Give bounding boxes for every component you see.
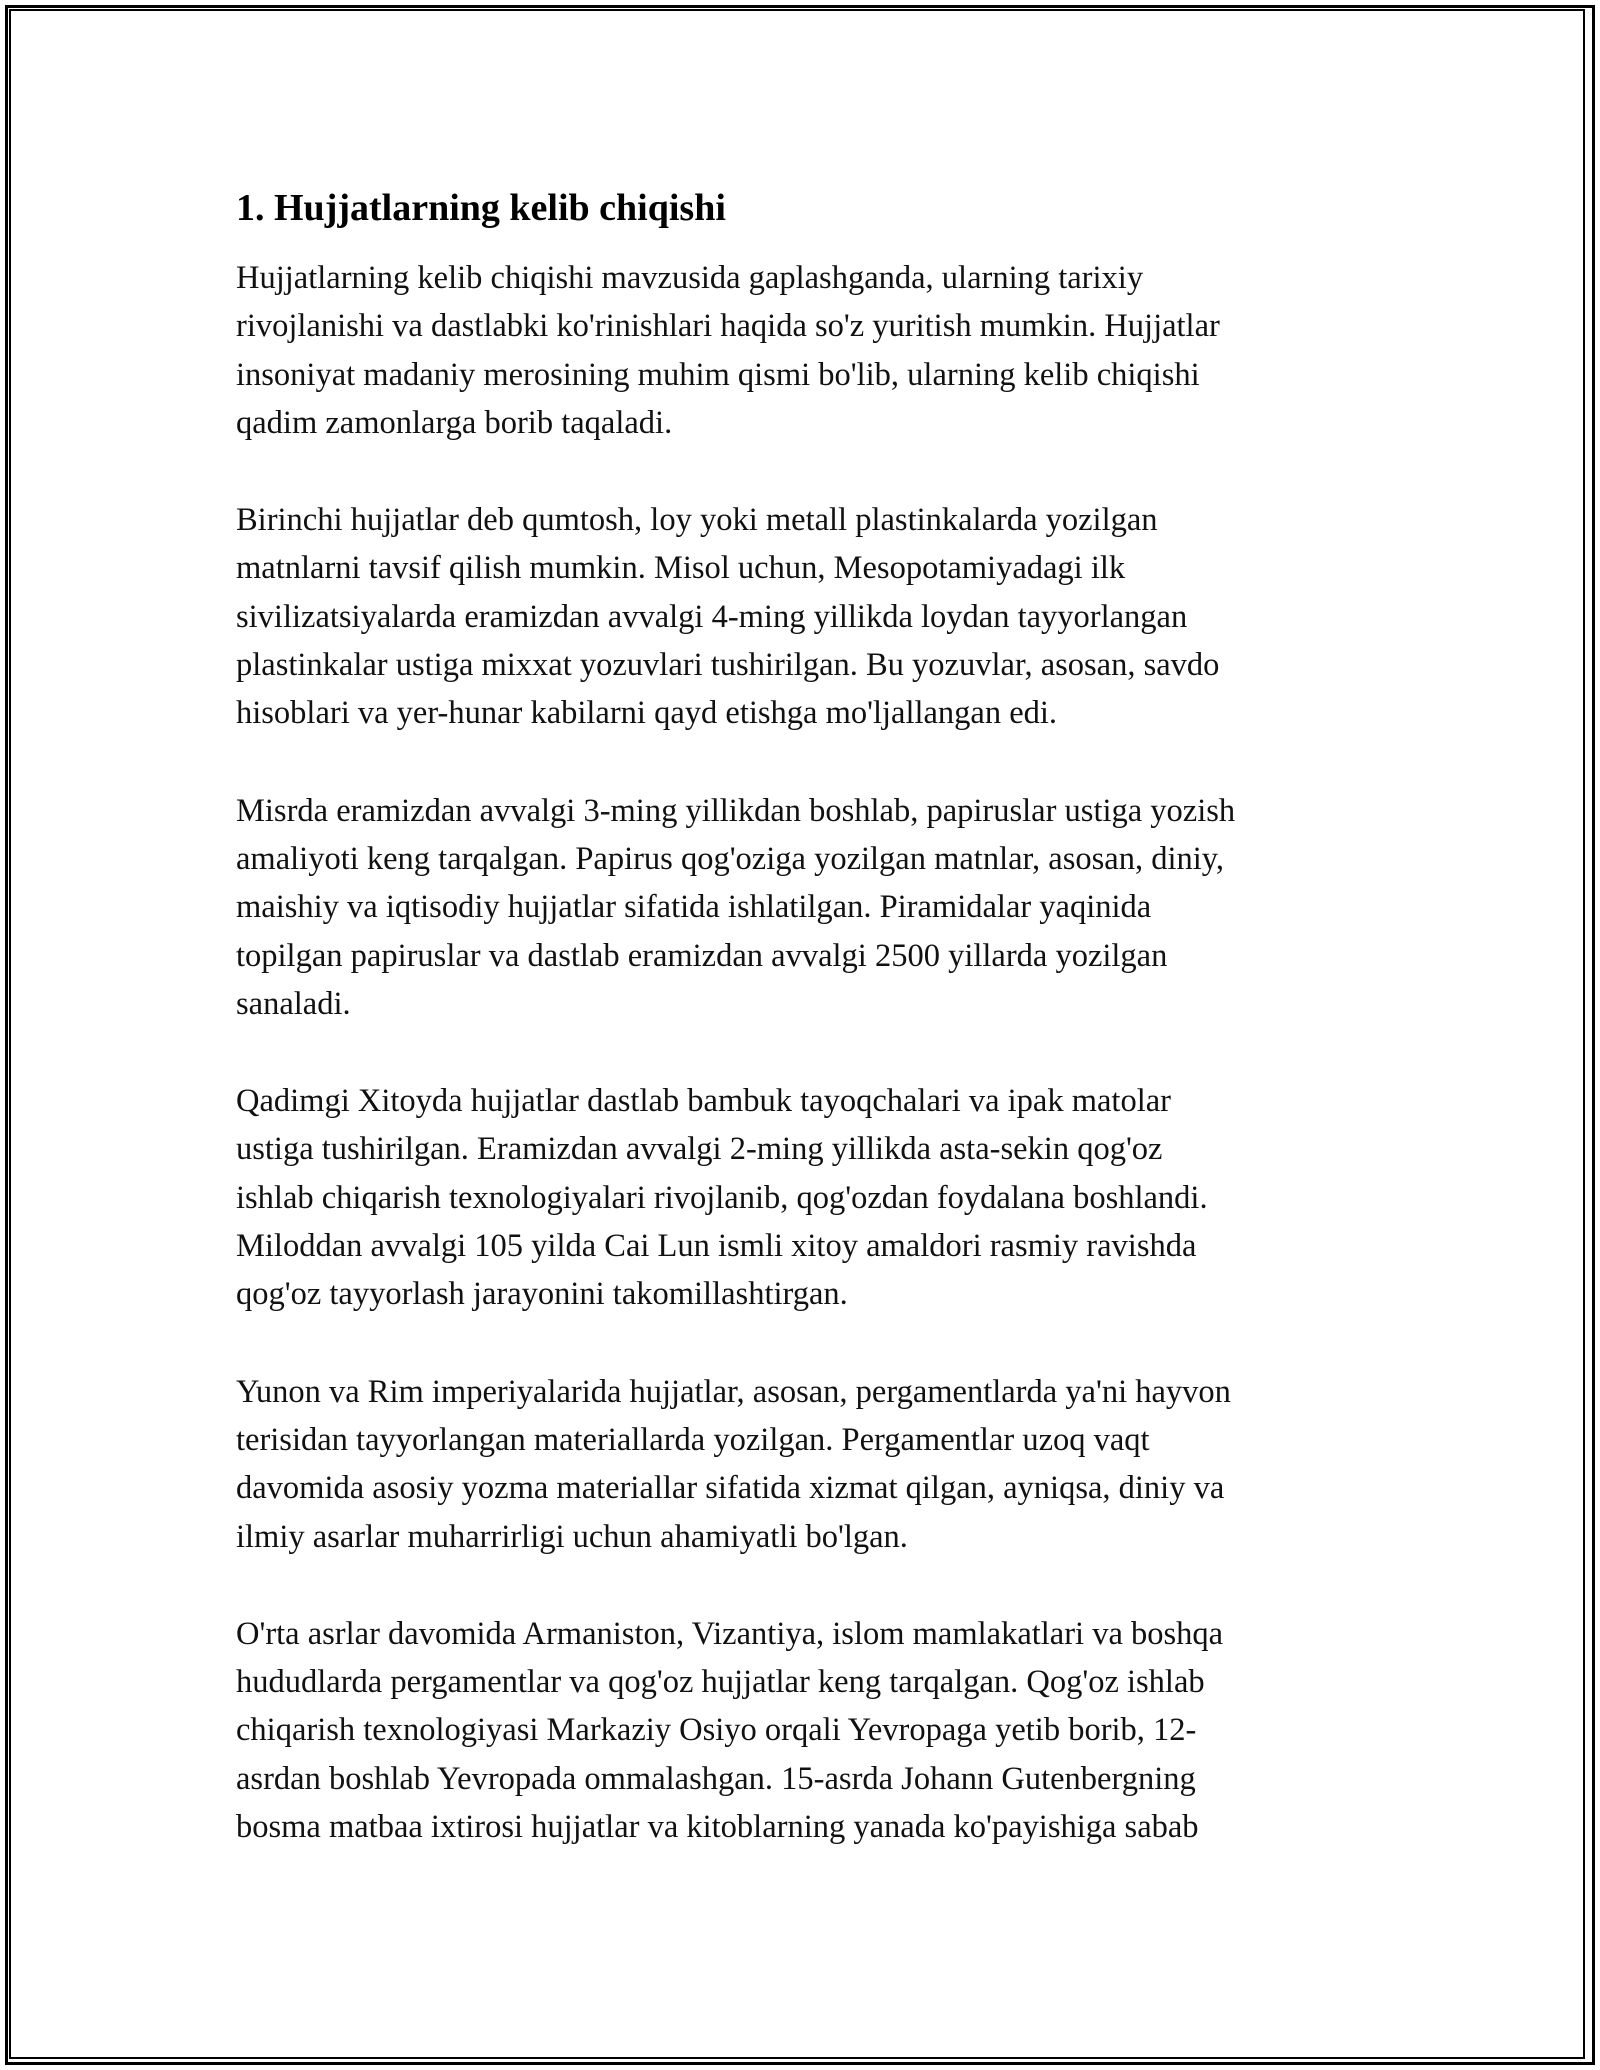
text-line: qadim zamonlarga borib taqaladi. [236,404,673,441]
text-line: hududlarda pergamentlar va qog'oz hujjatlar keng tarqalgan. Qog'oz ishlab [236,1664,1205,1701]
text-line: ishlab chiqarish texnologiyalari rivojlanib, qog'ozdan foydalana boshlandi. [236,1179,1208,1216]
text-line: sivilizatsiyalarda eramizdan avvalgi 4-ming yillikda loydan tayyorlangan [236,598,1188,635]
text-line: asrdan boshlab Yevropada ommalashgan. 15-asrda Johann Gutenbergning [236,1760,1196,1797]
text-line: maishiy va iqtisodiy hujjatlar sifatida ishlatilgan. Piramidalar yaqinida [236,889,1152,926]
paragraph-6 [236,1610,1376,1851]
text-line: terisidan tayyorlangan materiallarda yozilgan. Pergamentlar uzoq vaqt [236,1421,1150,1458]
text-line: davomida asosiy yozma materiallar sifatida xizmat qilgan, ayniqsa, diniy va [236,1470,1225,1507]
section-title: 1. Hujjatlarning kelib chiqishi [236,187,726,229]
text-line: Yunon va Rim imperiyalarida hujjatlar, asosan, pergamentlarda ya'ni hayvon [236,1373,1231,1410]
text-line: chiqarish texnologiyasi Markaziy Osiyo orqali Yevropaga yetib borib, 12- [236,1712,1197,1749]
text-line: topilgan papiruslar va dastlab eramizdan avvalgi 2500 yillarda yozilgan [236,937,1168,974]
text-line: Miloddan avvalgi 105 yilda Cai Lun ismli xitoy amaldori rasmiy ravishda [236,1228,1197,1265]
text-line: Birinchi hujjatlar deb qumtosh, loy yoki metall plastinkalarda yozilgan [236,502,1158,539]
text-line: sanaladi. [236,985,351,1022]
text-line: Qadimgi Xitoyda hujjatlar dastlab bambuk tayoqchalari va ipak matolar [236,1083,1171,1120]
text-line: rivojlanishi va dastlabki ko'rinishlari haqida so'z yuritish mumkin. Hujjatlar [236,308,1220,345]
document-body [236,184,1376,1900]
text-line: ustiga tushirilgan. Eramizdan avvalgi 2-ming yillikda asta-sekin qog'oz [236,1131,1163,1168]
text-line: Hujjatlarning kelib chiqishi mavzusida gaplashganda, ularning tarixiy [236,260,1144,296]
text-line: qog'oz tayyorlash jarayonini takomillashtirgan. [236,1276,848,1313]
text-line: hisoblari va yer-hunar kabilarni qayd etishga mo'ljallangan edi. [236,695,1058,732]
text-line: ilmiy asarlar muharrirligi uchun ahamiyatli bo'lgan. [236,1518,908,1555]
text-line: bosma matbaa ixtirosi hujjatlar va kitoblarning yanada ko'payishiga sabab [236,1809,1199,1846]
paragraph-1 [236,254,1376,447]
paragraph-3 [236,787,1376,1028]
paragraph-4 [236,1077,1376,1318]
text-line: matnlarni tavsif qilish mumkin. Misol uchun, Mesopotamiyadagi ilk [236,550,1126,587]
text-line: plastinkalar ustiga mixxat yozuvlari tushirilgan. Bu yozuvlar, asosan, savdo [236,647,1220,684]
paragraph-5 [236,1368,1376,1561]
paragraph-2 [236,496,1376,737]
text-line: amaliyoti keng tarqalgan. Papirus qog'oziga yozilgan matnlar, asosan, diniy, [236,840,1225,877]
text-line: Misrda eramizdan avvalgi 3-ming yillikdan boshlab, papiruslar ustiga yozish [236,792,1236,829]
text-line: O'rta asrlar davomida Armaniston, Vizantiya, islom mamlakatlari va boshqa [236,1615,1224,1652]
text-line: insoniyat madaniy merosining muhim qismi bo'lib, ularning kelib chiqishi [236,356,1200,393]
